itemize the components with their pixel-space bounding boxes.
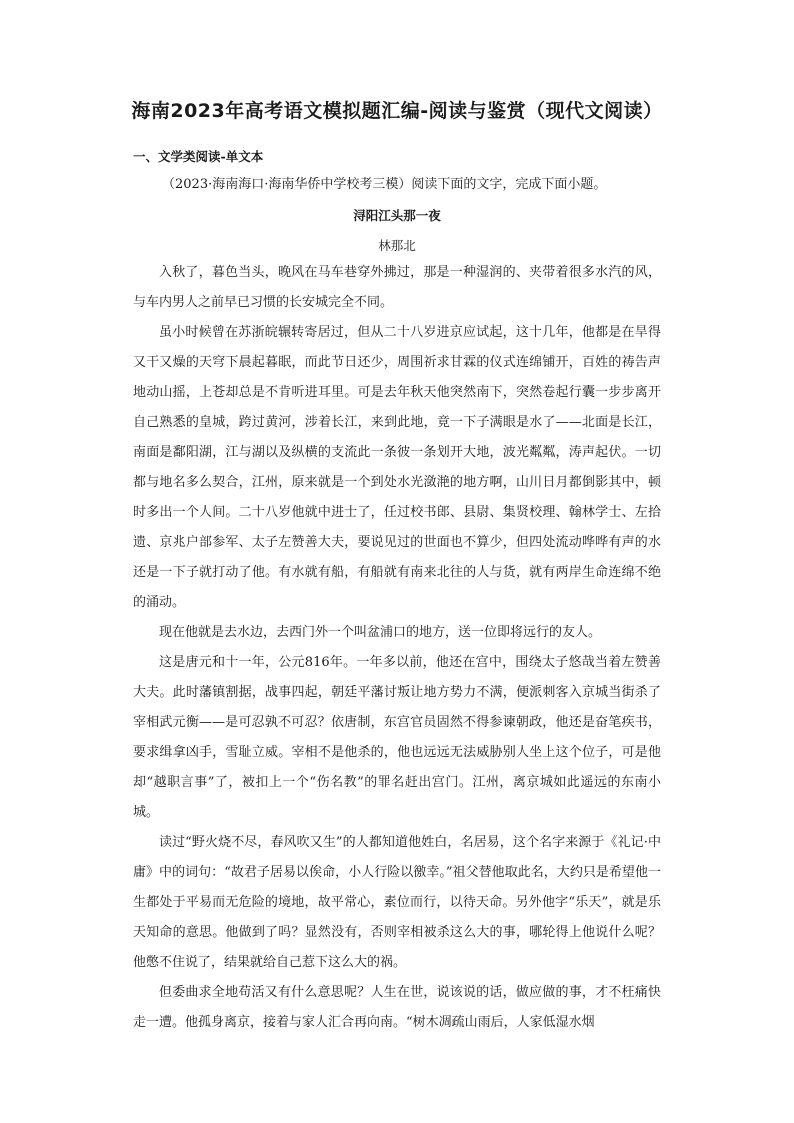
paragraph: 现在他就是去水边，去西门外一个叫盆浦口的地方，送一位即将远行的友人。 — [159, 625, 602, 640]
story-author: 林那北 — [378, 238, 416, 253]
paragraph: 入秋了，暮色当头，晚风在马车巷穿外拂过，那是一种湿润的、夹带着很多水汽的风，与车内男人之前早已习惯的长安城完全不同。 — [133, 265, 661, 310]
section-heading: 一、文学类阅读-单文本 — [133, 149, 264, 164]
paragraph: 读过“野火烧不尽，春风吹又生”的人都知道他姓白，名居易，这个名字来源于《礼记·中庸》中的词句：“故君子居易以俟命，小人行险以徼幸。”祖父替他取此名，大约只是希望他一生都处于平易而无危险的境地，故平常心，素位而行，以待天命。另外他字“乐天”，就是乐天知命的意思。他做到了吗？显然没有，否则宰相被杀这么大的事，哪轮得上他说什么呢？他憋不住说了，结果就给自己惹下这么大的祸。 — [133, 835, 661, 970]
story-body — [133, 258, 661, 1038]
paragraph: 但委曲求全地苟活又有什么意思呢？人生在世，说该说的话，做应做的事，才不枉痛快走一遭。他孤身离京，接着与家人汇合再向南。“树木凋疏山雨后，人家低湿水烟 — [133, 985, 661, 1030]
paragraph: 虽小时候曾在苏浙皖辗转寄居过，但从二十八岁进京应试起，这十几年，他都是在旱得又干又燥的天穹下晨起暮眠，而此节日还少，周围祈求甘霖的仪式连绵铺开，百姓的祷告声地动山摇，上苍却总是不肯听进耳里。可是去年秋天他突然南下，突然卷起行囊一步步离开自己熟悉的皇城，跨过黄河，涉着长江，来到此地，竟一下子满眼是水了——北面是长江，南面是鄱阳湖，江与湖以及纵横的支流此一条彼一条划开大地，波光粼粼，涛声起伏。一切都与地名多么契合，江州，原来就是一个到处水光潋滟的地方啊，山川日月都倒影其中，顿时多出一个人间。二十八岁他就中进士了，任过校书郎、县尉、集贤校理、翰林学士、左拾遗、京兆户部参军、太子左赞善大夫，要说见过的世面也不算少，但四处流动哗哗有声的水还是一下子就打动了他。有水就有船，有船就有南来北往的人与货，就有两岸生命连绵不绝的涌动。 — [133, 325, 661, 610]
question-intro: （2023·海南海口·海南华侨中学校考三模）阅读下面的文字，完成下面小题。 — [162, 177, 607, 192]
paragraph: 这是唐元和十一年，公元816年。一年多以前，他还在宫中，围绕太子悠哉当着左赞善大夫。此时藩镇割据，战事四起，朝廷平藩讨叛让地方势力不满，便派刺客入京城当街杀了宰相武元衡——是可忍孰不可忍？依唐制，东宫官员固然不得参谏朝政，他还是奋笔疾书，要求缉拿凶手，雪耻立威。宰相不是他杀的，他也远远无法威胁别人坐上这个位子，可是他却“越职言事”了，被扣上一个“伤名教”的罪名赶出宫门。江州，离京城如此遥远的东南小城。 — [133, 655, 661, 820]
story-title: 浔阳江头那一夜 — [353, 208, 441, 223]
document-title: 海南2023年高考语文模拟题汇编-阅读与鉴赏（现代文阅读） — [131, 100, 663, 122]
